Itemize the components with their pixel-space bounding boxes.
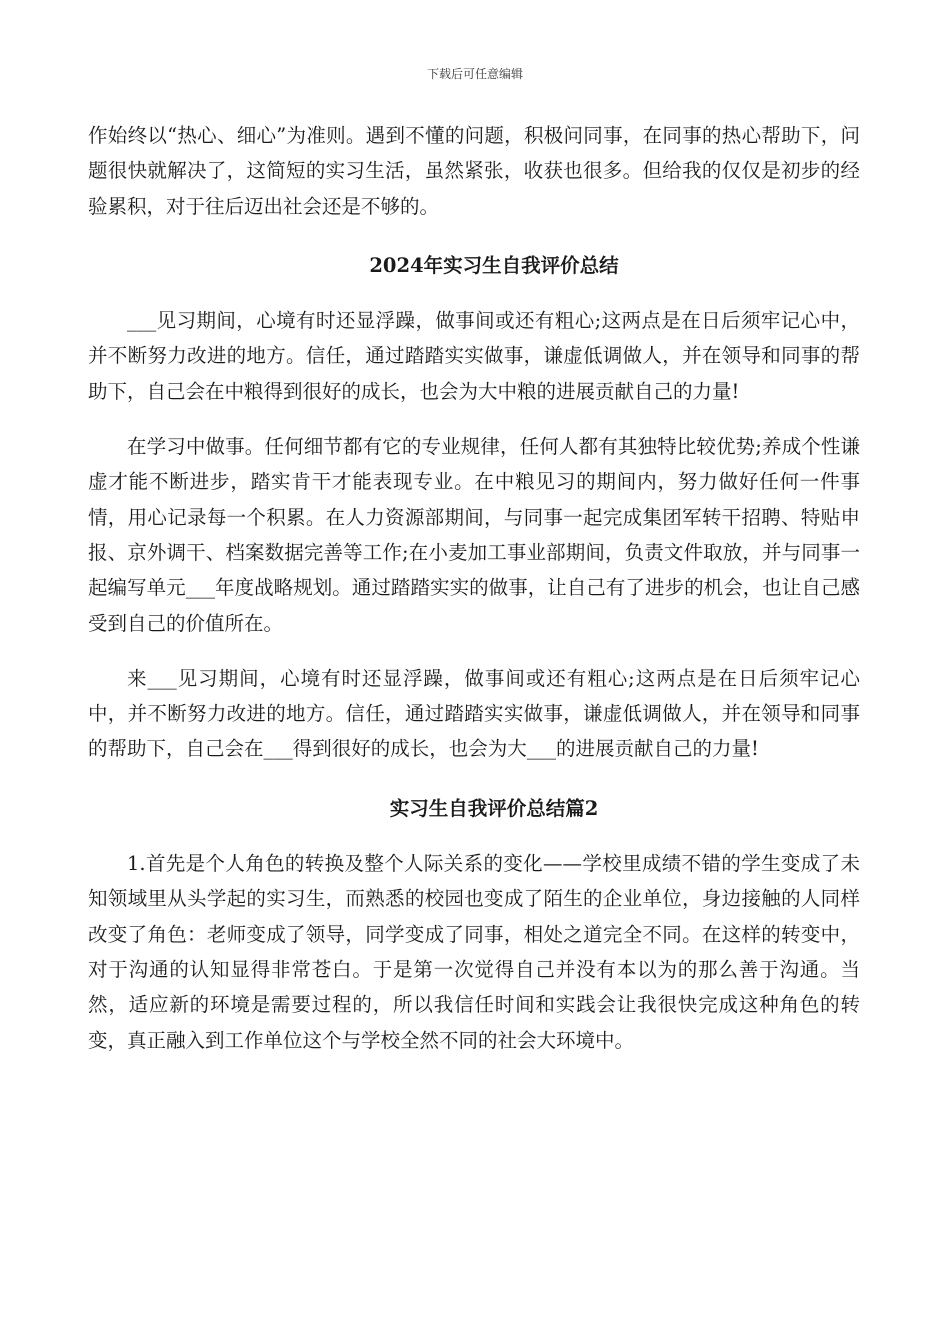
page-header: 下载后可任意编辑: [426, 67, 523, 81]
spacer: [88, 224, 860, 248]
intro-paragraph: 作始终以“热心、细心”为准则。遇到不懂的问题，积极问同事，在同事的热心帮助下，问题很快就解决了，这简短的实习生活，虽然紧张，收获也很多。但给我的仅仅是初步的经验累积，对于往后迈出社会还是不够的。: [88, 124, 860, 218]
spacer: [88, 283, 860, 303]
spacer: [88, 767, 860, 791]
document-body: [88, 118, 860, 1058]
section-heading-part2: 实习生自我评价总结篇2: [389, 796, 599, 820]
paragraph-internship-attitude-repeat: 来___见习期间，心境有时还显浮躁，做事间或还有粗心;这两点是在日后须牢记心中，并不断努力改进的地方。信任，通过踏踏实实做事，谦虚低调做人，并在领导和同事的帮助下，自己会在___得到很好的成长，也会为大___的进展贡献自己的力量!: [88, 666, 860, 761]
spacer: [88, 826, 860, 846]
spacer: [88, 641, 860, 661]
spacer: [88, 409, 860, 429]
section-heading-2024-summary: 2024年实习生自我评价总结: [369, 253, 619, 277]
paragraph-role-change: 1.首先是个人角色的转换及整个人际关系的变化——学校里成绩不错的学生变成了未知领域里从头学起的实习生，而熟悉的校园也变成了陌生的企业单位，身边接触的人同样改变了角色：老师变成了领导，同学变成了同事，相处之道完全不同。在这样的转变中，对于沟通的认知显得非常苍白。于是第一次觉得自己并没有本以为的那么善于沟通。当然，适应新的环境是需要过程的，所以我信任时间和实践会让我很快完成这种角色的转变，真正融入到工作单位这个与学校全然不同的社会大环境中。: [88, 852, 860, 1052]
paragraph-learning-work: 在学习中做事。任何细节都有它的专业规律，任何人都有其独特比较优势;养成个性谦虚才能不断进步，踏实肯干才能表现专业。在中粮见习的期间内，努力做好任何一件事情，用心记录每一个积累。在人力资源部期间，与同事一起完成集团军转干招聘、特贴申报、京外调干、档案数据完善等工作;在小麦加工事业部期间，负责文件取放，并与同事一起编写单元___年度战略规划。通过踏踏实实的做事，让自己有了进步的机会，也让自己感受到自己的价值所在。: [88, 435, 860, 635]
paragraph-internship-attitude: ___见习期间，心境有时还显浮躁，做事间或还有粗心;这两点是在日后须牢记心中，并不断努力改进的地方。信任，通过踏踏实实做事，谦虚低调做人，并在领导和同事的帮助下，自己会在中粮得到很好的成长，也会为大中粮的进展贡献自己的力量!: [88, 309, 860, 403]
